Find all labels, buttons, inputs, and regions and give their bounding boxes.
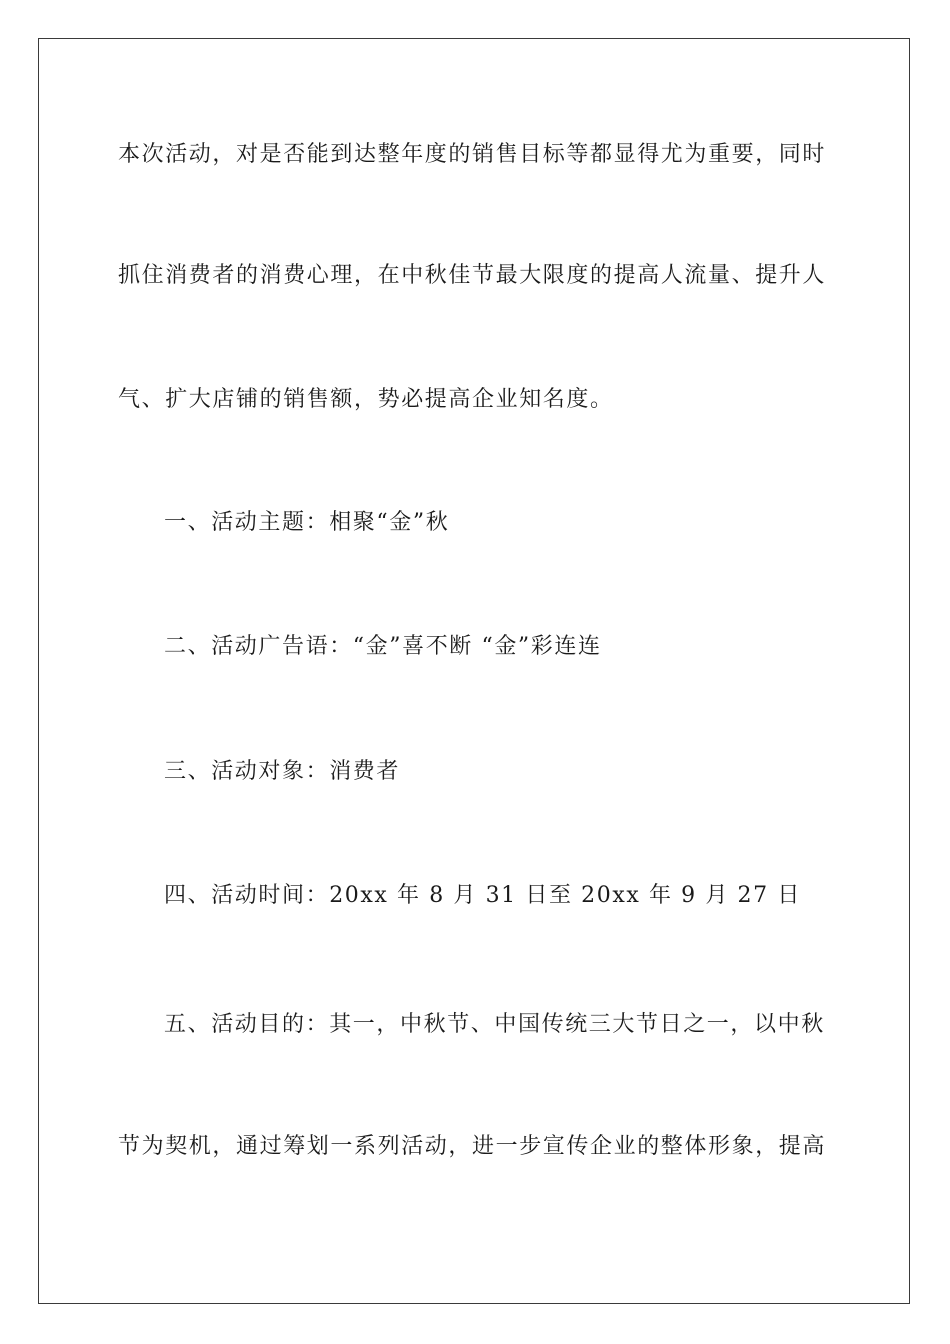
page-border: [38, 38, 910, 1304]
section-activity-target: 三、活动对象：消费者: [164, 759, 401, 784]
paragraph-line-3: 气、扩大店铺的销售额，势必提高企业知名度。: [118, 387, 614, 412]
section-activity-slogan: 二、活动广告语：“金”喜不断 “金”彩连连: [164, 634, 602, 659]
section-activity-purpose: 五、活动目的：其一，中秋节、中国传统三大节日之一，以中秋: [164, 1012, 825, 1037]
section-activity-theme: 一、活动主题：相聚“金”秋: [164, 510, 450, 535]
paragraph-line-2: 抓住消费者的消费心理，在中秋佳节最大限度的提高人流量、提升人: [118, 263, 827, 288]
paragraph-line-1: 本次活动，对是否能到达整年度的销售目标等都显得尤为重要，同时: [118, 142, 827, 167]
section-activity-time: 四、活动时间：20xx 年 8 月 31 日至 20xx 年 9 月 27 日: [164, 883, 801, 908]
paragraph-line-9: 节为契机，通过筹划一系列活动，进一步宣传企业的整体形象，提高: [118, 1134, 827, 1159]
